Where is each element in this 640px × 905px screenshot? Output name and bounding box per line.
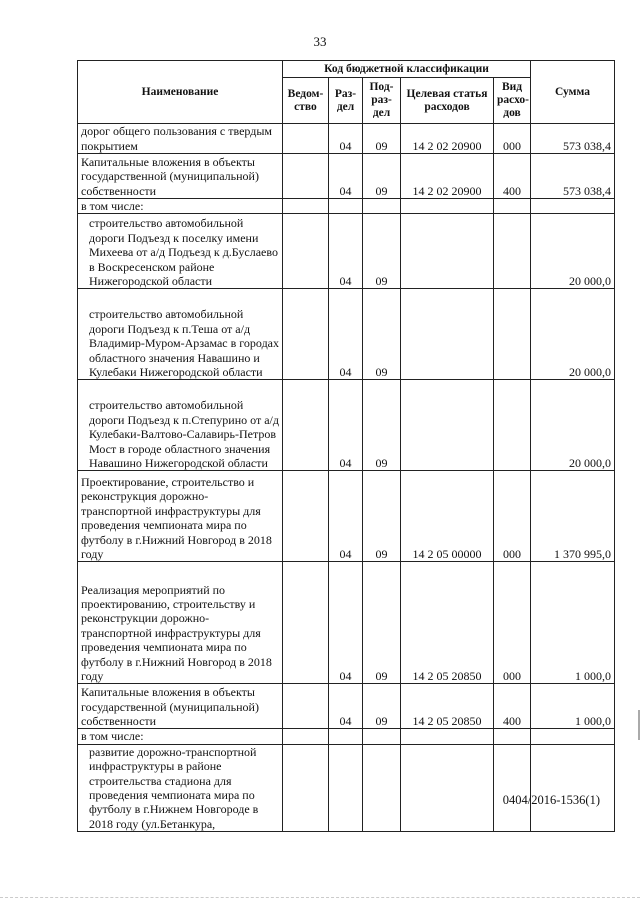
row-podrazdel — [363, 744, 401, 831]
table-row — [78, 214, 615, 289]
table-row — [78, 471, 615, 562]
row-sum: 1 370 995,0 — [531, 471, 615, 562]
row-celevaya: 14 2 05 20850 — [401, 562, 494, 684]
row-celevaya — [401, 744, 494, 831]
row-celevaya — [401, 214, 494, 289]
row-razdel: 04 — [329, 124, 363, 154]
row-podrazdel — [363, 199, 401, 214]
row-vid: 000 — [494, 124, 531, 154]
row-vedomstvo — [283, 471, 329, 562]
row-sum: 573 038,4 — [531, 124, 615, 154]
page-number: 33 — [313, 34, 327, 49]
header-celevaya: Целевая статья расходов — [401, 78, 494, 124]
table-row — [78, 684, 615, 729]
row-sum: 1 000,0 — [531, 562, 615, 684]
row-vid: 400 — [494, 684, 531, 729]
scan-edge-mark — [0, 897, 640, 899]
row-celevaya: 14 2 02 20900 — [401, 124, 494, 154]
table-row — [78, 124, 615, 154]
row-sum: 20 000,0 — [531, 289, 615, 380]
header-podrazdel: Под-раз-дел — [363, 78, 401, 124]
row-razdel — [329, 199, 363, 214]
row-razdel: 04 — [329, 289, 363, 380]
row-celevaya — [401, 199, 494, 214]
row-vid — [494, 214, 531, 289]
row-name: строительство автомобильной дороги Подъезд к п.Степурино от а/д Кулебаки-Валтово-Салавирь-Петров Мост в городе областного значения Навашино Нижегородской области — [78, 380, 283, 471]
row-name: в том числе: — [78, 729, 283, 744]
header-sum: Сумма — [531, 61, 615, 124]
row-sum: 573 038,4 — [531, 154, 615, 199]
table-row — [78, 744, 615, 831]
row-razdel: 04 — [329, 562, 363, 684]
row-name: Капитальные вложения в объекты государственной (муниципальной) собственности — [78, 154, 283, 199]
row-razdel — [329, 729, 363, 744]
row-vid — [494, 289, 531, 380]
row-podrazdel: 09 — [363, 562, 401, 684]
row-celevaya: 14 2 05 00000 — [401, 471, 494, 562]
row-vedomstvo — [283, 154, 329, 199]
row-razdel: 04 — [329, 380, 363, 471]
header-classification-group: Код бюджетной классификации — [283, 61, 531, 78]
document-code: 0404/2016-1536(1) — [502, 793, 600, 807]
row-sum — [531, 729, 615, 744]
table-row — [78, 729, 615, 744]
row-sum — [531, 744, 615, 831]
row-celevaya: 14 2 05 20850 — [401, 684, 494, 729]
row-razdel: 04 — [329, 154, 363, 199]
row-celevaya — [401, 380, 494, 471]
row-podrazdel: 09 — [363, 124, 401, 154]
header-vedomstvo: Ведом-ство — [283, 78, 329, 124]
row-name: Капитальные вложения в объекты государственной (муниципальной) собственности — [78, 684, 283, 729]
header-name: Наименование — [78, 61, 283, 124]
row-vedomstvo — [283, 289, 329, 380]
table-row — [78, 199, 615, 214]
row-vedomstvo — [283, 380, 329, 471]
row-vedomstvo — [283, 729, 329, 744]
row-vedomstvo — [283, 562, 329, 684]
header-razdel: Раз-дел — [329, 78, 363, 124]
row-vid — [494, 744, 531, 831]
row-vid — [494, 199, 531, 214]
table-row — [78, 154, 615, 199]
row-podrazdel — [363, 729, 401, 744]
row-name: в том числе: — [78, 199, 283, 214]
row-podrazdel: 09 — [363, 380, 401, 471]
row-razdel: 04 — [329, 214, 363, 289]
row-razdel: 04 — [329, 684, 363, 729]
row-sum — [531, 199, 615, 214]
row-sum: 1 000,0 — [531, 684, 615, 729]
row-sum: 20 000,0 — [531, 214, 615, 289]
row-name: Проектирование, строительство и реконструкция дорожно-транспортной инфраструктуры для проведения чемпионата мира по футболу в г.Нижний Новгород в 2018 году — [78, 471, 283, 562]
row-razdel — [329, 744, 363, 831]
row-podrazdel: 09 — [363, 684, 401, 729]
row-name: строительство автомобильной дороги Подъезд к поселку имени Михеева от а/д Подъезд к д.Буслаево в Воскресенском районе Нижегородской области — [78, 214, 283, 289]
row-celevaya — [401, 289, 494, 380]
row-celevaya: 14 2 02 20900 — [401, 154, 494, 199]
row-razdel: 04 — [329, 471, 363, 562]
row-vid: 400 — [494, 154, 531, 199]
row-vid — [494, 380, 531, 471]
row-vedomstvo — [283, 124, 329, 154]
row-vedomstvo — [283, 744, 329, 831]
row-name: развитие дорожно-транспортной инфраструктуры в районе строительства стадиона для проведения чемпионата мира по футболу в г.Нижнем Новгороде в 2018 году (ул.Бетанкура, — [78, 744, 283, 831]
row-vedomstvo — [283, 684, 329, 729]
table-row — [78, 380, 615, 471]
row-vid — [494, 729, 531, 744]
row-podrazdel: 09 — [363, 289, 401, 380]
table-row — [78, 562, 615, 684]
row-name: дорог общего пользования с твердым покрытием — [78, 124, 283, 154]
row-podrazdel: 09 — [363, 214, 401, 289]
budget-table — [77, 60, 615, 832]
row-sum: 20 000,0 — [531, 380, 615, 471]
row-vid: 000 — [494, 471, 531, 562]
row-podrazdel: 09 — [363, 154, 401, 199]
row-vedomstvo — [283, 199, 329, 214]
row-podrazdel: 09 — [363, 471, 401, 562]
row-celevaya — [401, 729, 494, 744]
row-name: Реализация мероприятий по проектированию, строительству и реконструкции дорожно-транспортной инфраструктуры для проведения чемпионата мира по футболу в г.Нижний Новгород в 2018 году — [78, 562, 283, 684]
row-vedomstvo — [283, 214, 329, 289]
row-vid: 000 — [494, 562, 531, 684]
row-name: строительство автомобильной дороги Подъезд к п.Теша от а/д Владимир-Муром-Арзамас в городах областного значения Навашино и Кулебаки Нижегородской области — [78, 289, 283, 380]
table-row — [78, 289, 615, 380]
header-vid: Вид расхо-дов — [494, 78, 531, 124]
